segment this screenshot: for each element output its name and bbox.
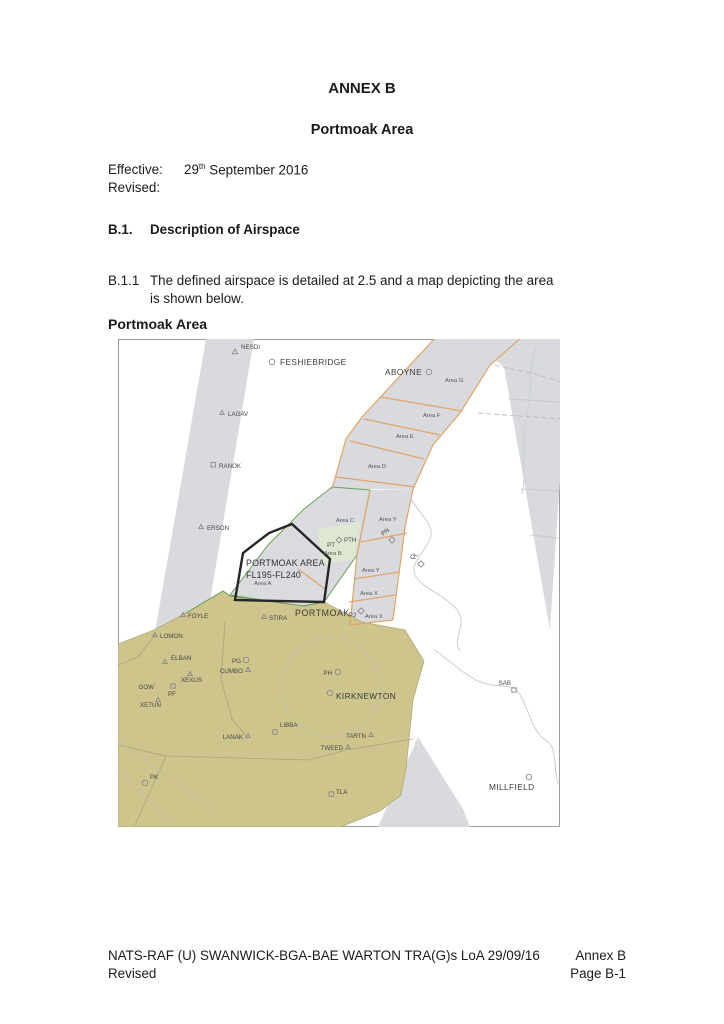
gliding-area: [118, 591, 424, 827]
section-number: B.1.: [108, 222, 133, 237]
town-label-portmoak: PORTMOAK: [295, 608, 350, 618]
page-title: ANNEX B: [328, 80, 396, 97]
effective-date-rest: September 2016: [205, 162, 309, 178]
section-title: Description of Airspace: [150, 222, 300, 237]
map-heading: Portmoak Area: [108, 316, 208, 332]
sector-label-area-g: Area G: [445, 378, 464, 384]
waypoint-label-nesdi: NESDI: [241, 344, 260, 351]
sector-label-area-y-lower: Area Y: [362, 568, 380, 574]
waypoint-label-tweed: TWEED: [320, 745, 343, 752]
waypoint-label-sab: SAB: [498, 680, 511, 687]
waypoint-label-ql: QL: [408, 550, 420, 562]
waypoint-label-xexus: XEXUS: [181, 677, 202, 684]
paragraph-text: [150, 272, 553, 308]
waypoint-label-ph: PH: [323, 670, 332, 677]
effective-line: [108, 158, 308, 179]
waypoint-label-pf: PF: [168, 691, 176, 698]
sector-label-area-y-upper: Area Y: [379, 517, 397, 523]
portmoak-area-label-line1: PORTMOAK AREA: [246, 558, 325, 568]
waypoint-label-gow: GOW: [138, 684, 154, 691]
waypoint-label-erson: ERSON: [207, 525, 230, 532]
waypoint-label-elban: ELBAN: [171, 655, 192, 662]
portmoak-area-label-line2: FL195-FL240: [246, 570, 302, 580]
paragraph-line2: is shown below.: [150, 291, 244, 306]
town-label-aboyne: ABOYNE: [385, 367, 422, 377]
footer-document-ref: NATS-RAF (U) SWANWICK-BGA-BAE WARTON TRA(G)s LoA 29/09/16: [108, 948, 540, 963]
sector-label-area-b: Area B: [324, 551, 342, 557]
waypoint-label-stira: STIRA: [269, 615, 288, 622]
sector-label-area-a: Area A: [254, 581, 272, 587]
waypoint-label-lagav: LAGAV: [228, 411, 249, 418]
effective-day-suffix: th: [198, 162, 206, 171]
page-footer: [108, 947, 626, 983]
town-label-millfield: MILLFIELD: [489, 782, 535, 792]
airspace-map: [118, 339, 560, 827]
waypoint-label-lanak: LANAK: [222, 734, 243, 741]
effective-label: Effective:: [108, 162, 163, 178]
sector-label-area-f: Area F: [423, 413, 441, 419]
waypoint-label-pth: PTH: [344, 537, 357, 544]
footer-row-1: [108, 947, 626, 965]
waypoint-label-pn: PN: [379, 526, 392, 538]
footer-revised: Revised: [108, 966, 157, 981]
paragraph-b11: [108, 272, 553, 308]
waypoint-label-tla: TLA: [336, 789, 348, 796]
waypoint-label-pg: PG: [232, 658, 241, 665]
footer-annex-ref: Annex B: [575, 948, 626, 963]
town-label-kirknewton: KIRKNEWTON: [336, 691, 397, 701]
airspace-map-svg: [118, 339, 560, 827]
page-subtitle: Portmoak Area: [310, 122, 414, 138]
waypoint-label-cumbo: CUMBO: [219, 668, 243, 675]
waypoint-label-ranok: RANOK: [219, 463, 242, 470]
sector-label-area-e: Area E: [396, 434, 414, 440]
waypoint-label-pj: PJ: [348, 612, 356, 619]
section-heading: [108, 222, 300, 237]
effective-day: 29: [184, 162, 199, 178]
revised-line: Revised:: [108, 180, 161, 196]
town-label-feshiebridge: FESHIEBRIDGE: [280, 357, 347, 367]
footer-page-number: Page B-1: [570, 966, 626, 981]
waypoint-label-pk: PK: [150, 774, 159, 781]
paragraph-line1: The defined airspace is detailed at 2.5 and a map depicting the area: [150, 273, 554, 288]
waypoint-label-tartn: TARTN: [345, 733, 366, 740]
waypoint-label-pt: PT: [327, 542, 335, 549]
effective-block: [108, 158, 308, 197]
waypoint-label-libba: LIBBA: [280, 722, 298, 729]
sector-label-area-x-upper: Area X: [360, 591, 378, 597]
sector-label-area-x-lower: Area X: [365, 614, 383, 620]
footer-row-2: [108, 965, 626, 983]
paragraph-number: B.1.1: [108, 273, 140, 288]
sector-label-area-c: Area C: [336, 518, 355, 524]
waypoint-label-foyle: FOYLE: [188, 613, 209, 620]
waypoint-label-lomon: LOMON: [160, 633, 183, 640]
waypoint-label-xetun: XETUN: [140, 702, 161, 709]
sector-label-area-d: Area D: [368, 464, 387, 470]
